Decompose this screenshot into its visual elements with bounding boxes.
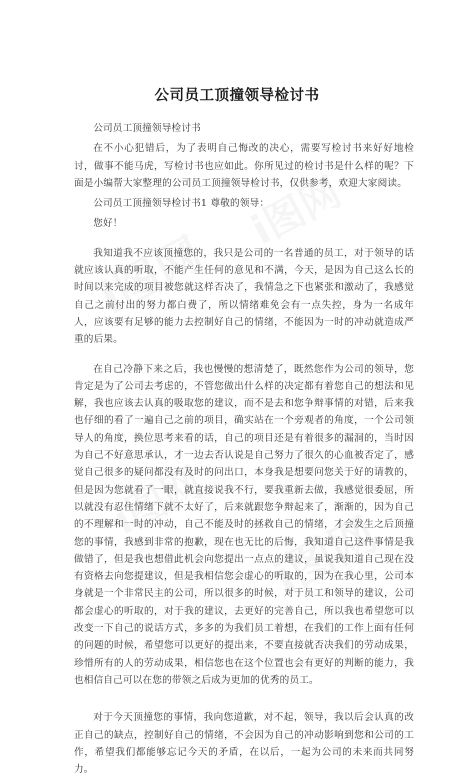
- greeting: 您好！: [93, 218, 123, 230]
- letter-heading: 公司员工顶撞领导检讨书1 尊敬的领导：: [93, 198, 270, 210]
- body-paragraph: 在自己冷静下来之后，我也慢慢的想清楚了，既然您作为公司的领导，您肯定是为了公司去考虑的，不管您做出什么样的决定都有着您自己的想法和见解，我也应该去认真的吸取您的建议，而不是去和您争辩事情的对错，后来我也仔细的看了一遍自己之前的项目，确实站在一个旁观者的角度，一个公司领导人的角度，换位思考来看的话，自己的项目还是有着很多的漏洞的，当时因为自己不好意思承认，才一边去否认说是自己努力了很久的心血被否定了，感觉自己很多的疑问都没有及时的问出口，本身我是想要问您关于好的请教的，但是因为您就看了一眼，就直接说我不行，要我重新去做，我感觉很委屈，所以就没有忍住情绪下就不太好了，后来就跟您争辩起来了，渐渐的，因为自己的不理解和一时的冲动，自己不能及时的拯救自己的情绪，才会发生之后顶撞您的事情，我感到非常的抱歉，现在也无比的后悔，我知道自己这件事情是我做错了，但是我也想借此机会向您提出一点点的建议，虽说我知道自己现在没有资格去向您提建议，但是我相信您会虚心的听取的，因为在我心里，公司本身就是一个非常民主的公司，所以很多的时候，对于员工和领导的建议，公司都会虚心的听取的，对于我的建议，去更好的完善自己，所以我也希望您可以改变一下自己的说话方式，多多的为我们员工着想，在我们的工作上面有任何的问题的时候，希望您可以更好的提出来，不要直接就否决我们的劳动成果，珍惜所有的人的劳动成果，相信您也在这个位置也会有更好的判断的能力，我也相信自己可以在您的带领之后成为更加的优秀的员工。: [74, 363, 414, 686]
- document-subtitle: 公司员工顶撞领导检讨书: [93, 123, 201, 134]
- body-paragraph: 对于今天顶撞您的事情，我向您道歉，对不起，领导，我以后会认真的改正自己的缺点，控制好自己的情绪，不会因为自己的冲动影响到您和公司的工作，希望我们都能够忘记今天的矛盾，在以后，一起为公司的未来而共同努力。: [74, 712, 414, 776]
- intro-paragraph: 在不小心犯错后，为了表明自己悔改的决心，需要写检讨书来好好地检讨，做事不能马虎，写检讨书也应如此。你所见过的检讨书是什么样的呢？下面是小编帮大家整理的公司员工顶撞领导检讨书，仅供参考，欢迎大家阅读。: [74, 143, 414, 189]
- body-paragraph: 我知道我不应该顶撞您的，我只是公司的一名普通的员工，对于领导的话就应该认真的听取，不能产生任何的意见和不满，今天，是因为自己这么长的时间以来完成的项目被您就这样否决了，我情急之下也紧张和激动了，我感觉自己之前付出的努力都白费了，所以情绪难免会有一点失控，身为一名成年人，应该要有足够的能力去控制好自己的情绪，不能因为一时的冲动就造成严重的后果。: [74, 247, 414, 346]
- document-body: [74, 120, 414, 778]
- document-title: 公司员工顶撞领导检讨书: [154, 88, 320, 104]
